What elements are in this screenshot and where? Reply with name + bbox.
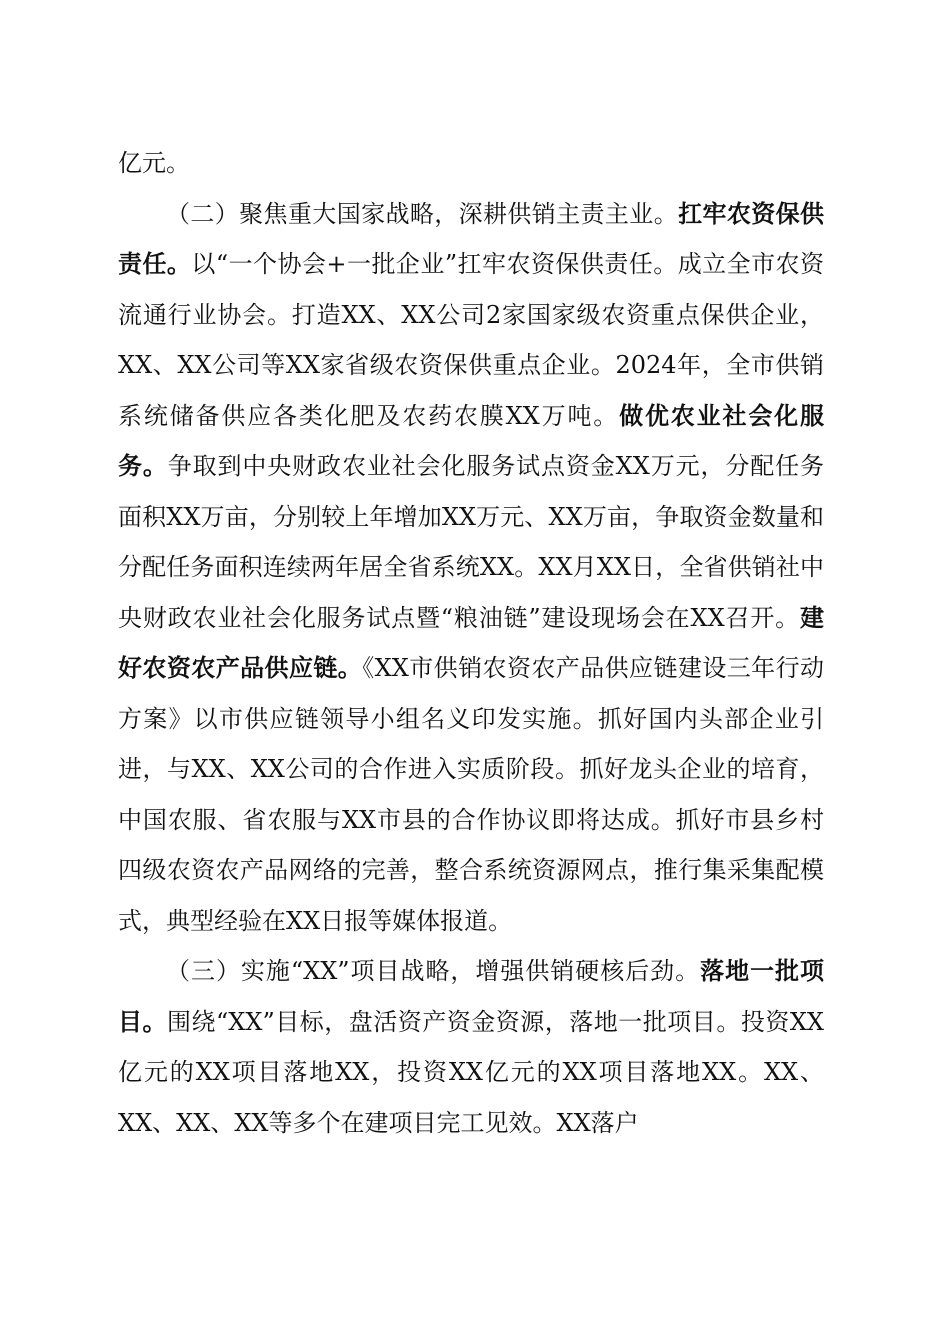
- bold-heading-projects: 落地一批项目。: [118, 957, 825, 1036]
- paragraph-continuation: [118, 138, 824, 189]
- paragraph-text: 围绕“XX”目标，盘活资产资金资源，落地一批项目。投资XX亿元的XX项目落地XX，投资XX亿元的XX项目落地XX。XX、XX、XX、XX等多个在建项目完工见效。XX落户: [118, 1007, 824, 1137]
- paragraph-section-2: [118, 189, 824, 947]
- bold-heading-supply-guarantee: 扛牢农资保供责任。: [118, 199, 825, 278]
- bold-heading-social-service: 做优农业社会化服务。: [118, 401, 825, 480]
- paragraph-text: 《XX市供销农资农产品供应链建设三年行动方案》以市供应链领导小组名义印发实施。抓好国内头部企业引进，与XX、XX公司的合作进入实质阶段。抓好龙头企业的培育，中国农服、省农服与XX市县的合作协议即将达成。抓好市县乡村四级农资农产品网络的完善，整合系统资源网点，推行集采集配模式，典型经验在XX日报等媒体报道。: [118, 654, 825, 935]
- paragraph-text: 以“一个协会+一批企业”扛牢农资保供责任。成立全市农资流通行业协会。打造XX、XX公司2家国家级农资重点保供企业，XX、XX公司等XX家省级农资保供重点企业。2024年，全市供销系统储备供应各类化肥及农药农膜XX万吨。: [118, 250, 825, 430]
- paragraph-text: 争取到中央财政农业社会化服务试点资金XX万元，分配任务面积XX万亩，分别较上年增加XX万元、XX万亩，争取资金数量和分配任务面积连续两年居全省系统XX。XX月XX日，全省供销社中央财政农业社会化服务试点暨“粮油链”建设现场会在XX召开。: [118, 452, 824, 632]
- paragraph-text: 亿元。: [118, 149, 190, 177]
- paragraph-section-3: [118, 946, 824, 1148]
- document-body: [118, 138, 824, 1148]
- bold-heading-supply-chain: 建好农资农产品供应链。: [118, 603, 824, 682]
- section-heading-2: （二）聚焦重大国家战略，深耕供销主责主业。: [166, 199, 679, 228]
- section-heading-3: （三）实施“XX”项目战略，增强供销硬核后劲。: [166, 957, 701, 985]
